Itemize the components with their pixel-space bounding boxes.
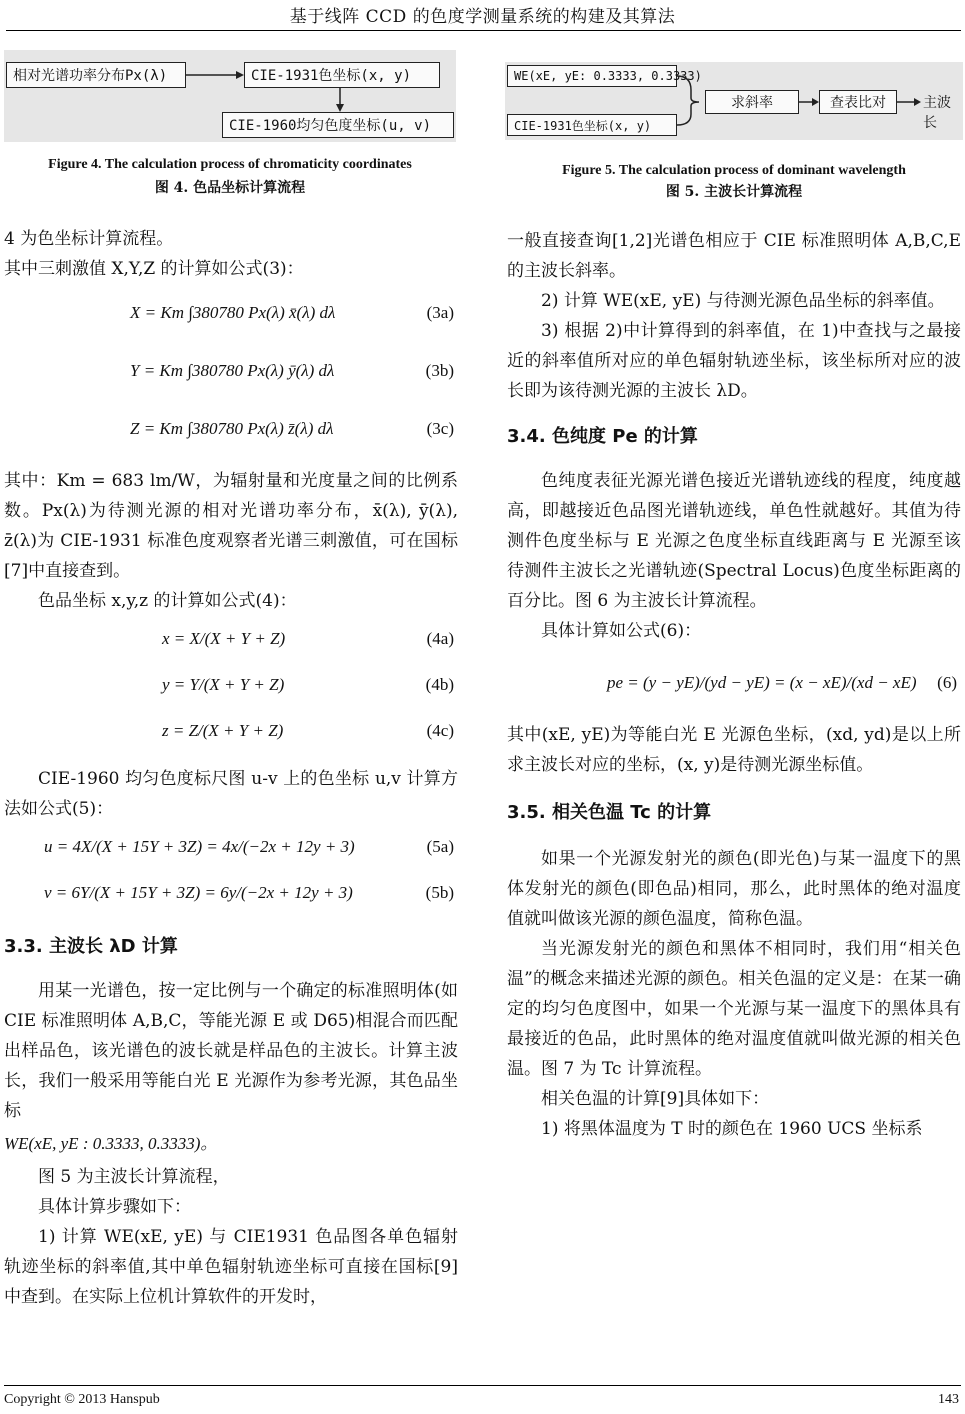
figure-4: [4, 50, 456, 142]
equation-body: Y = Km ∫380780 Px(λ) ȳ(λ) dλ: [130, 361, 335, 380]
paragraph: 当光源发射光的颜色和黑体不相同时，我们用“相关色温”的概念来描述光源的颜色。相关色温的定义是：在某一确定的均匀色度图中，如果一个光源与某一温度下的黑体具有最接近的色品，此时黑体的绝对温度值就叫做光源的相关色温。图 7 为 Tc 计算流程。: [507, 939, 961, 1079]
fig4-caption-en: Figure 4. The calculation process of chromaticity coordinates: [48, 157, 412, 172]
fig5-output-label: 主波长: [923, 95, 951, 131]
equation-number: (4b): [425, 675, 454, 694]
equation-3c: [4, 400, 458, 458]
equation-number: (6): [937, 673, 957, 692]
fig5-connectors: [505, 62, 963, 140]
paragraph: 2) 计算 WE(xE, yE) 与待测光源色品坐标的斜率值。: [541, 291, 945, 311]
paragraph: 3) 根据 2)中计算得到的斜率值，在 1)中查找与之最接近的斜率值所对应的单色辐射轨迹坐标，该坐标所对应的波长即为该待测光源的主波长 λD。: [507, 321, 961, 401]
equation-3b: [4, 342, 458, 400]
equation-we: [4, 1126, 458, 1162]
equation-5b: [4, 870, 458, 916]
paragraph: 如果一个光源发射光的颜色(即光色)与某一温度下的黑体发射光的颜色(即色品)相同，那么，此时黑体的绝对温度值就叫做该光源的颜色温度，简称色温。: [507, 849, 961, 929]
equation-body: x = X/(X + Y + Z): [162, 629, 286, 648]
paragraph: 色纯度表征光源光谱色接近光谱轨迹线的程度，纯度越高，即越接近色品图光谱轨迹线，单色性就越好。其值为待测件色度坐标与 E 光源之色度坐标直线距离与 E 光源至该待测件主波长之光谱轨迹(Spectral Locus)色度坐标距离的百分比。图 6 为主波长计算流程。: [507, 471, 961, 611]
paragraph: CIE-1960 均匀色度标尺图 u-v 上的色坐标 u,v 计算方法如公式(5)：: [4, 769, 458, 819]
fig4-caption-zh: 图 4. 色品坐标计算流程: [154, 180, 306, 196]
paragraph: 其中三刺激值 X,Y,Z 的计算如公式(3)：: [4, 259, 304, 279]
paragraph: 1) 计算 WE(xE, yE) 与 CIE1931 色品图各单色辐射轨迹坐标的斜率值,其中单色辐射轨迹坐标可直接在国标[9]中查到。在实际上位机计算软件的开发时，: [4, 1227, 458, 1307]
left-column: [4, 224, 458, 1312]
header-rule: [6, 30, 961, 31]
equation-body: y = Y/(X + Y + Z): [162, 675, 285, 694]
paragraph: 用某一光谱色，按一定比例与一个确定的标准照明体(如 CIE 标准照明体 A,B,C，等能光源 E 或 D65)相混合而匹配出样品色，该光谱色的波长就是样品色的主波长。计算主波长，我们一般采用等能白光 E 光源作为参考光源，其色品坐标: [4, 981, 458, 1121]
equation-number: (4c): [426, 721, 454, 740]
copyright: Copyright © 2013 Hanspub: [4, 1392, 160, 1407]
equation-3a: [4, 284, 458, 342]
paragraph: 一般直接查询[1,2]光谱色相应于 CIE 标准照明体 A,B,C,E 的主波长斜率。: [507, 231, 961, 281]
equation-4a: [4, 616, 458, 662]
equation-body: Z = Km ∫380780 Px(λ) z̄(λ) dλ: [130, 419, 334, 438]
paragraph: 相关色温的计算[9]具体如下：: [541, 1089, 770, 1109]
paragraph: 图 5 为主波长计算流程，: [38, 1167, 230, 1187]
fig4-box-spd: 相对光谱功率分布Px(λ): [6, 62, 186, 88]
figure-5: [505, 62, 963, 140]
fig4-box-cie1960: CIE-1960均匀色度坐标(u, v): [222, 112, 454, 138]
equation-number: (5b): [425, 883, 454, 902]
equation-number: (5a): [426, 837, 454, 856]
paragraph: 色品坐标 x,y,z 的计算如公式(4)：: [38, 591, 297, 611]
paragraph: 具体计算如公式(6)：: [541, 621, 702, 641]
equation-6: [507, 646, 961, 720]
footer-rule: [4, 1385, 961, 1386]
equation-4b: [4, 662, 458, 708]
fig5-caption-zh: 图 5. 主波长计算流程: [665, 184, 803, 200]
equation-body: pe = (y − yE)/(yd − yE) = (x − xE)/(xd − xE): [607, 673, 917, 692]
paragraph: 其中：Km = 683 lm/W，为辐射量和光度量之间的比例系数。Px(λ)为待测光源的相对光谱功率分布，x̄(λ), ȳ(λ), z̄(λ)为 CIE-1931 标准色度观察者光谱三刺激值，可在国标[7]中直接查到。: [4, 471, 458, 581]
equation-body: u = 4X/(X + 15Y + 3Z) = 4x/(−2x + 12y + 3): [44, 837, 355, 856]
fig5-box-lookup: 查表比对: [819, 90, 897, 114]
equation-5a: [4, 824, 458, 870]
fig4-arrows: [4, 50, 456, 142]
paragraph: 1) 将黑体温度为 T 时的颜色在 1960 UCS 坐标系: [541, 1119, 923, 1139]
running-header: 基于线阵 CCD 的色度学测量系统的构建及其算法: [289, 7, 676, 27]
paragraph: 具体计算步骤如下：: [38, 1197, 191, 1217]
paragraph: 其中(xE, yE)为等能白光 E 光源色坐标，(xd, yd)是以上所求主波长对应的坐标，(x, y)是待测光源坐标值。: [507, 725, 961, 775]
equation-4c: [4, 708, 458, 754]
fig5-box-slope: 求斜率: [705, 90, 799, 114]
fig5-box-we: WE(xE, yE: 0.3333, 0.3333): [507, 65, 677, 87]
equation-body: z = Z/(X + Y + Z): [162, 721, 284, 740]
right-column: [507, 226, 961, 1144]
fig4-box-cie1931: CIE-1931色坐标(x, y): [244, 62, 440, 88]
equation-number: (3c): [426, 419, 454, 438]
section-heading-3-4: 3.4. 色纯度 Pe 的计算: [507, 426, 698, 447]
page-number: 143: [938, 1392, 959, 1407]
fig5-box-cie1931: CIE-1931色坐标(x, y): [507, 114, 677, 136]
equation-number: (3b): [425, 361, 454, 380]
equation-body: v = 6Y/(X + 15Y + 3Z) = 6y/(−2x + 12y + 3): [44, 883, 353, 902]
equation-body: X = Km ∫380780 Px(λ) x̄(λ) dλ: [130, 303, 336, 322]
section-heading-3-3: 3.3. 主波长 λD 计算: [4, 936, 178, 957]
fig5-caption-en: Figure 5. The calculation process of dominant wavelength: [562, 163, 906, 178]
paragraph: 4 为色坐标计算流程。: [4, 229, 174, 249]
equation-body: WE(xE, yE : 0.3333, 0.3333)。: [4, 1134, 218, 1153]
section-heading-3-5: 3.5. 相关色温 Tc 的计算: [507, 802, 712, 823]
equation-number: (4a): [426, 629, 454, 648]
equation-number: (3a): [426, 303, 454, 322]
